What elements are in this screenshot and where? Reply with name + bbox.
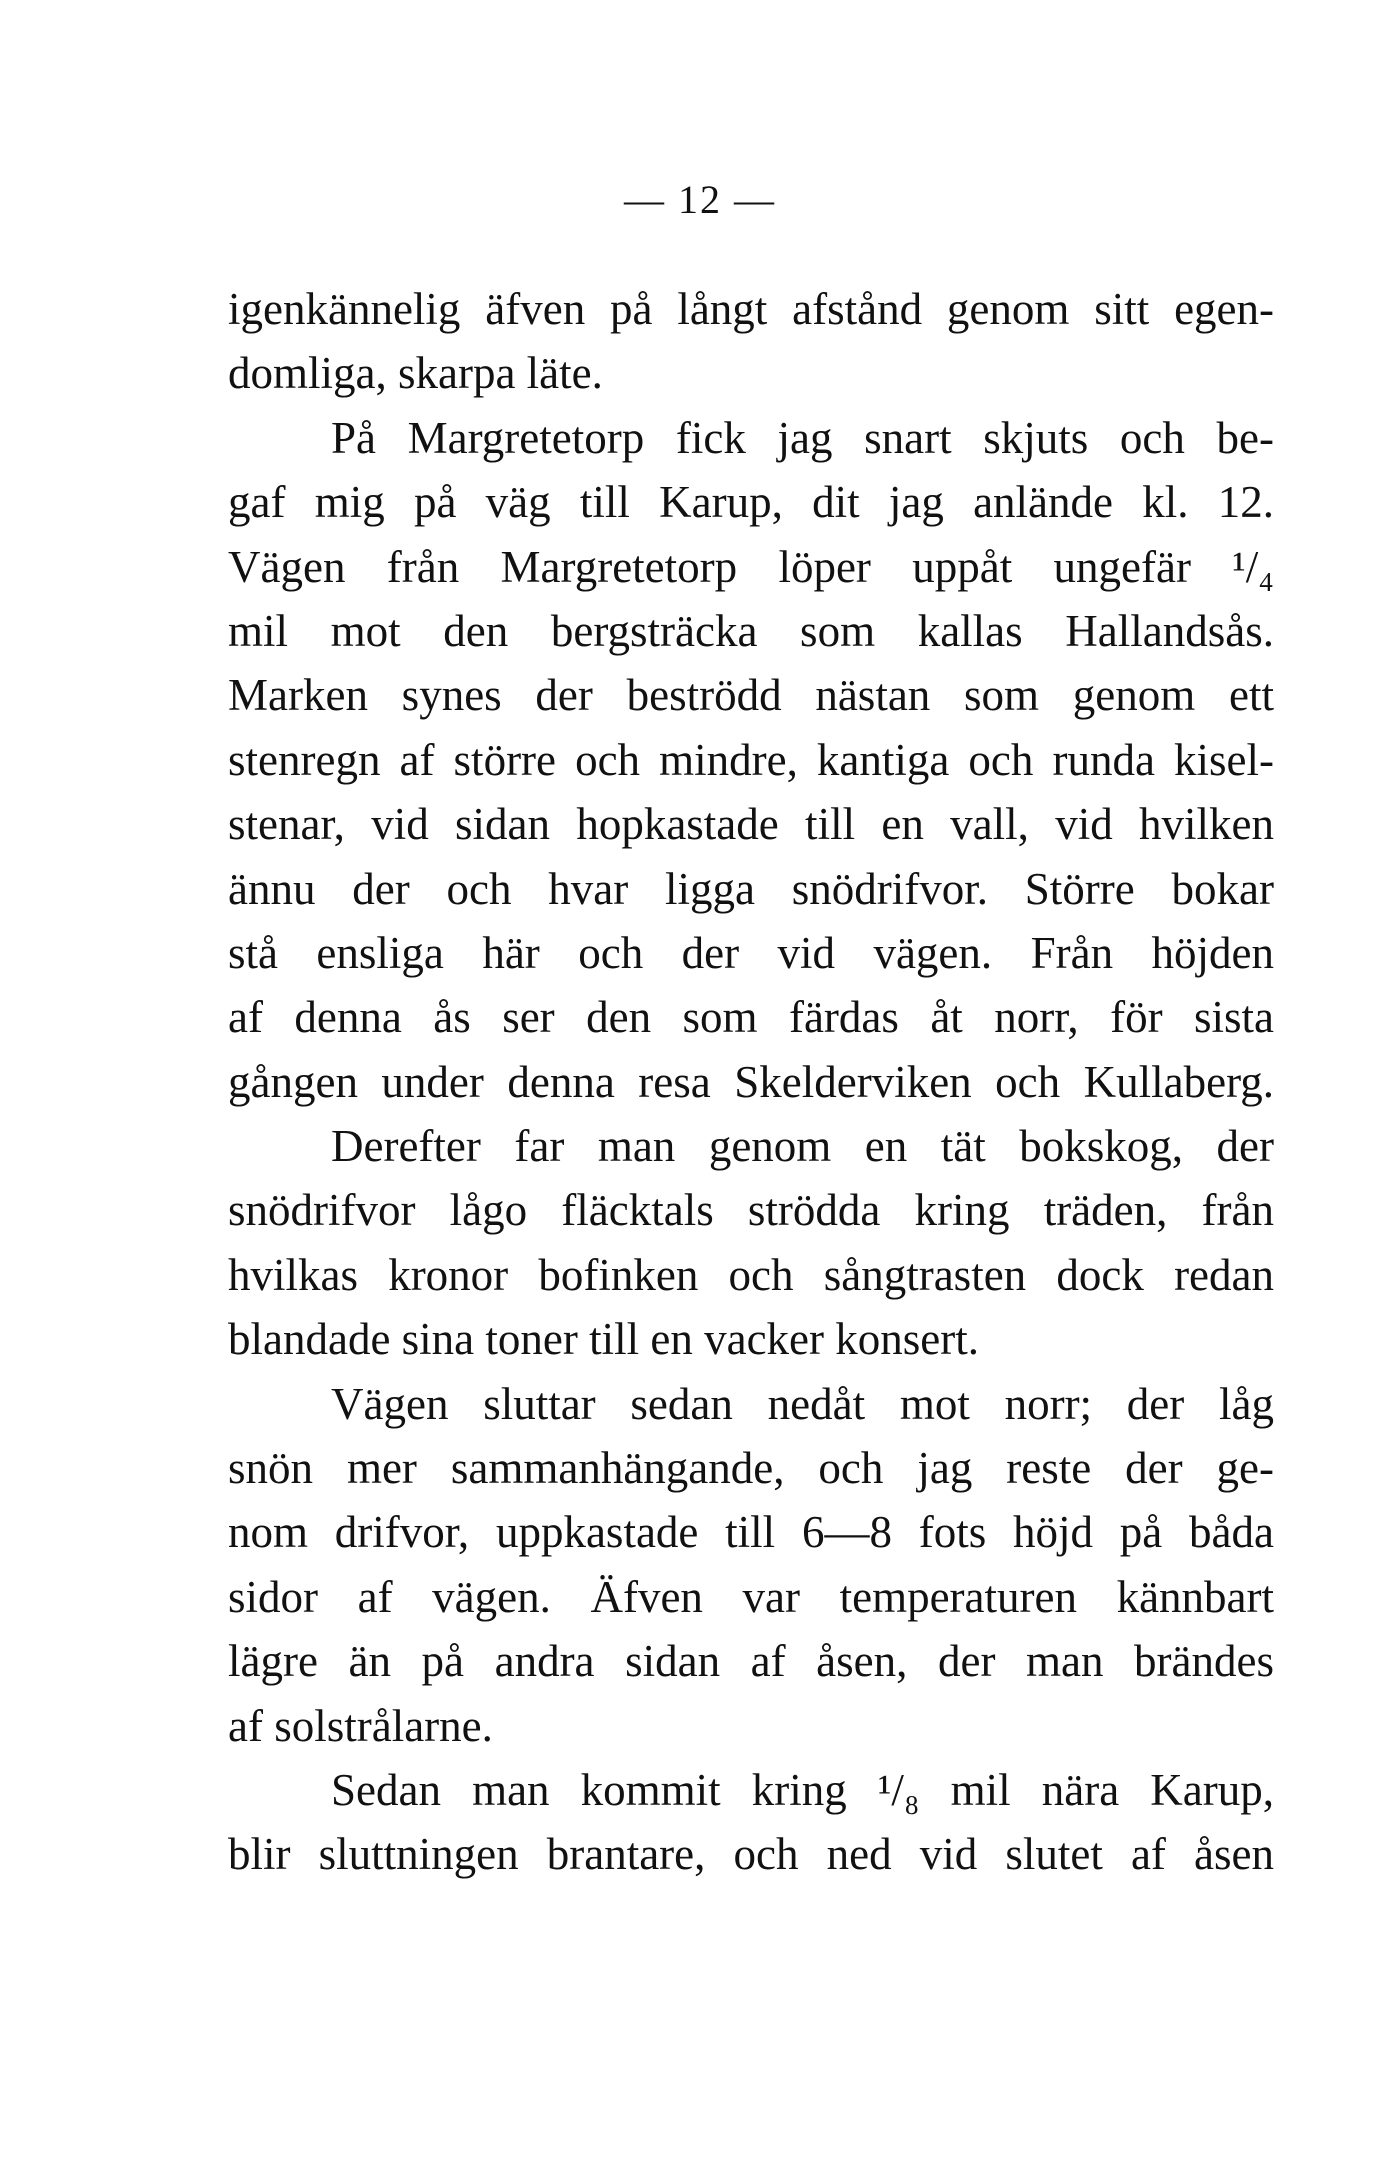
text-line: ännu der och hvar ligga snödrifvor. Större bokar <box>228 863 1274 914</box>
text-line: snödrifvor lågo fläcktals strödda kring träden, från <box>228 1185 1274 1236</box>
text-line: blandade sina toner till en vacker konsert. <box>228 1314 979 1365</box>
text-line: På Margretetorp fick jag snart skjuts och be- <box>331 412 1274 463</box>
text-line: igenkännelig äfven på långt afstånd genom sitt egen- <box>228 284 1274 334</box>
text-line: lägre än på andra sidan af åsen, der man brändes <box>228 1636 1274 1687</box>
page-number: — 12 — <box>624 177 776 222</box>
text-line: sidor af vägen. Äfven var temperaturen kännbart <box>228 1571 1274 1622</box>
text-line: blir sluttningen brantare, och ned vid slutet af åsen <box>228 1829 1274 1880</box>
text-line: Vägen från Margretetorp löper uppåt ungefär ¹/₄ <box>228 541 1274 592</box>
text-line: domliga, skarpa läte. <box>228 348 603 399</box>
text-line: stenar, vid sidan hopkastade till en vall, vid hvilken <box>228 799 1274 850</box>
body-text <box>228 277 1274 1887</box>
text-line: Derefter far man genom en tät bokskog, der <box>331 1121 1274 1172</box>
text-line: hvilkas kronor bofinken och sångtrasten dock redan <box>228 1249 1274 1300</box>
text-line: Sedan man kommit kring ¹/₈ mil nära Karup, <box>331 1764 1274 1815</box>
text-line: Vägen sluttar sedan nedåt mot norr; der låg <box>331 1378 1274 1429</box>
text-line: af denna ås ser den som färdas åt norr, för sista <box>228 992 1274 1043</box>
text-line: snön mer sammanhängande, och jag reste der ge- <box>228 1443 1274 1494</box>
text-line: stenregn af större och mindre, kantiga och runda kisel- <box>228 734 1274 785</box>
text-line: gaf mig på väg till Karup, dit jag anlände kl. 12. <box>228 477 1274 528</box>
text-line: nom drifvor, uppkastade till 6—8 fots höjd på båda <box>228 1507 1274 1558</box>
text-line: gången under denna resa Skelderviken och Kullaberg. <box>228 1056 1274 1107</box>
text-line: stå ensliga här och der vid vägen. Från höjden <box>228 927 1274 978</box>
text-line: af solstrålarne. <box>228 1700 493 1751</box>
text-line: Marken synes der beströdd nästan som genom ett <box>228 670 1274 721</box>
text-line: mil mot den bergsträcka som kallas Hallandsås. <box>228 605 1274 656</box>
